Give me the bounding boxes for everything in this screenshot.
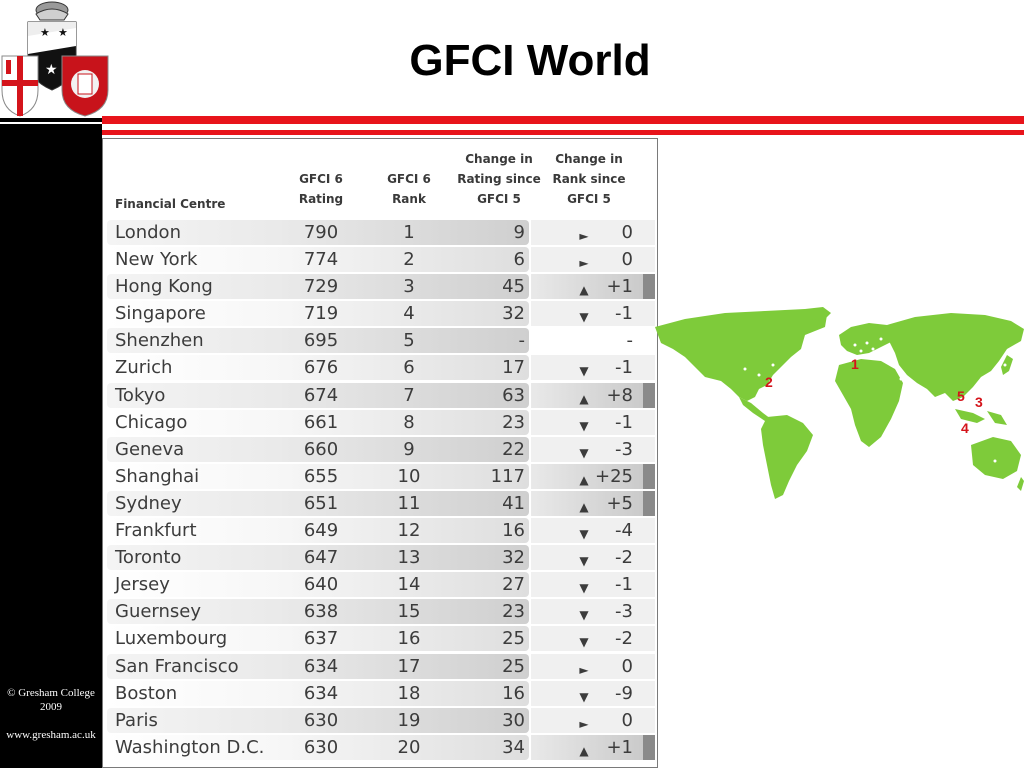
cell-change-rating: 41 [502, 492, 525, 514]
cell-change-rank: -1 [615, 411, 633, 433]
cell-financial-centre: Guernsey [115, 601, 202, 623]
table-row [103, 327, 659, 354]
rank-direction-icon: ▲ [579, 499, 589, 514]
cell-financial-centre: Zurich [115, 357, 173, 379]
table-row [103, 354, 659, 381]
header-financial-centre: Financial Centre [115, 197, 226, 211]
rank-direction-icon: ▼ [579, 310, 589, 325]
gfci-table [102, 138, 658, 768]
svg-text:★: ★ [45, 62, 58, 78]
cell-financial-centre: Geneva [115, 438, 185, 460]
cell-rating: 774 [303, 249, 339, 271]
cell-rating: 661 [303, 411, 339, 433]
rank-direction-icon: ► [579, 716, 589, 731]
world-map [655, 305, 1024, 500]
cell-change-rating: 17 [502, 357, 525, 379]
cell-change-rating: 32 [502, 303, 525, 325]
table-body [103, 219, 659, 761]
cell-change-rank: 0 [621, 249, 633, 271]
cell-financial-centre: Chicago [115, 411, 188, 433]
cell-rank: 3 [403, 276, 415, 298]
cell-rank: 5 [403, 330, 415, 352]
footer-url: www.gresham.ac.uk [6, 729, 96, 741]
cell-change-rank: +5 [606, 492, 633, 514]
cell-change-rank: +25 [595, 465, 633, 487]
table-row [103, 680, 659, 707]
cell-rank: 20 [397, 736, 421, 758]
cell-rating: 660 [303, 438, 339, 460]
rank-direction-icon: ▼ [579, 554, 589, 569]
rank-direction-icon: ► [579, 229, 589, 243]
cell-rating: 630 [303, 736, 339, 758]
header-rank: GFCI 6 Rank [387, 172, 431, 206]
cell-rank: 2 [403, 249, 415, 271]
cell-financial-centre: Singapore [115, 303, 206, 325]
header-divider-red-thin [102, 130, 1024, 135]
map-land [655, 307, 1024, 499]
table-row [103, 382, 659, 409]
cell-financial-centre: Paris [115, 709, 158, 731]
header-change-rank: Change in Rank since GFCI 5 [552, 152, 626, 206]
cell-financial-centre: Jersey [115, 574, 170, 596]
cell-change-rating: 32 [502, 547, 525, 569]
table-row [103, 544, 659, 571]
cell-change-rank: -4 [615, 520, 633, 542]
cell-change-rating: 23 [502, 601, 525, 623]
cell-rank: 16 [397, 628, 421, 650]
cell-change-rank: 0 [621, 709, 633, 731]
cell-rating: 695 [303, 330, 339, 352]
rank-direction-icon: ▼ [579, 527, 589, 542]
cell-change-rank: - [626, 330, 633, 352]
footer [0, 686, 102, 742]
cell-rank: 6 [403, 357, 415, 379]
table-row [103, 490, 659, 517]
cell-change-rank: -1 [615, 574, 633, 596]
rank-direction-icon: ▲ [579, 743, 589, 758]
cell-rank: 17 [397, 655, 421, 677]
footer-copyright: © Gresham College 2009 [7, 687, 95, 713]
cell-financial-centre: San Francisco [115, 655, 239, 677]
svg-text:★: ★ [58, 26, 68, 39]
cell-rating: 676 [303, 357, 339, 379]
rank-direction-icon: ▲ [579, 472, 589, 487]
cell-rating: 630 [303, 709, 339, 731]
rank-direction-icon: ▼ [579, 581, 589, 596]
rank-direction-icon: ► [579, 662, 589, 677]
cell-rank: 18 [397, 682, 421, 704]
cell-change-rank: +8 [606, 384, 633, 406]
cell-rank: 12 [397, 520, 421, 542]
cell-rating: 647 [303, 547, 339, 569]
cell-rating: 719 [303, 303, 339, 325]
cell-financial-centre: Shenzhen [115, 330, 204, 352]
cell-change-rating: 34 [502, 736, 525, 758]
cell-rank: 19 [397, 709, 421, 731]
cell-change-rating: 30 [502, 709, 525, 731]
gresham-college-crest-logo [0, 0, 112, 118]
cell-rating: 651 [303, 492, 339, 514]
rank-direction-icon: ▼ [579, 364, 589, 379]
rank-direction-icon: ▼ [579, 418, 589, 433]
cell-rank: 10 [397, 465, 421, 487]
table-row [103, 273, 659, 300]
table-row [103, 734, 659, 761]
cell-rating: 649 [303, 520, 339, 542]
map-label-5: 5 [957, 388, 965, 404]
header-rating: GFCI 6 Rating [298, 172, 344, 206]
cell-change-rank: -1 [615, 357, 633, 379]
cell-rating: 729 [303, 276, 339, 298]
cell-financial-centre: Luxembourg [115, 628, 228, 650]
cell-financial-centre: Hong Kong [115, 276, 213, 298]
map-label-4: 4 [961, 420, 969, 436]
cell-change-rank: 0 [621, 655, 633, 677]
cell-rating: 790 [303, 222, 339, 243]
left-sidebar [0, 124, 102, 768]
cell-rank: 15 [397, 601, 421, 623]
rank-direction-icon: ► [579, 256, 589, 271]
cell-financial-centre: New York [115, 249, 198, 271]
table-row [103, 517, 659, 544]
cell-rating: 655 [303, 465, 339, 487]
cell-rank: 11 [397, 492, 421, 514]
cell-change-rank: +1 [606, 736, 633, 758]
cell-rank: 1 [403, 222, 415, 243]
cell-rank: 4 [403, 303, 415, 325]
table-row [103, 571, 659, 598]
cell-rank: 9 [403, 438, 415, 460]
rank-direction-icon: ▼ [579, 608, 589, 623]
cell-rating: 640 [303, 574, 339, 596]
cell-change-rank: -2 [615, 547, 633, 569]
cell-rank: 8 [403, 411, 415, 433]
cell-change-rating: 22 [502, 438, 525, 460]
cell-change-rank: -3 [615, 601, 633, 623]
cell-change-rank: -1 [615, 303, 633, 325]
table-row [103, 625, 659, 652]
cell-change-rating: - [518, 330, 525, 352]
cell-rating: 674 [303, 384, 339, 406]
cell-financial-centre: Sydney [115, 492, 182, 514]
cell-change-rating: 27 [502, 574, 525, 596]
header-change-rating: Change in Rating since GFCI 5 [457, 152, 541, 206]
cell-change-rank: -2 [615, 628, 633, 650]
table-row [103, 219, 659, 246]
rank-direction-icon: ▲ [579, 283, 589, 298]
table-row [103, 409, 659, 436]
cell-change-rating: 117 [490, 465, 525, 487]
cell-change-rating: 63 [502, 384, 525, 406]
cell-change-rating: 45 [502, 276, 525, 298]
map-label-2: 2 [765, 374, 773, 390]
cell-rank: 13 [397, 547, 421, 569]
cell-financial-centre: London [115, 222, 181, 243]
cell-change-rank: 0 [621, 222, 633, 243]
table-row [103, 653, 659, 680]
cell-change-rank: +1 [606, 276, 633, 298]
table-row [103, 707, 659, 734]
svg-text:★: ★ [40, 26, 50, 39]
cell-change-rating: 25 [502, 655, 525, 677]
cell-financial-centre: Shanghai [115, 465, 200, 487]
cell-change-rank: -3 [615, 438, 633, 460]
rank-direction-icon: ▼ [579, 635, 589, 650]
header-divider-black [0, 118, 102, 122]
map-label-3: 3 [975, 394, 983, 410]
cell-change-rank: -9 [615, 682, 633, 704]
cell-change-rating: 16 [502, 682, 525, 704]
cell-change-rating: 23 [502, 411, 525, 433]
table-row [103, 436, 659, 463]
rank-direction-icon: ▲ [579, 391, 589, 406]
cell-financial-centre: Boston [115, 682, 178, 704]
table-row [103, 300, 659, 327]
cell-change-rating: 25 [502, 628, 525, 650]
cell-rating: 637 [303, 628, 339, 650]
cell-rating: 634 [303, 682, 339, 704]
cell-rating: 634 [303, 655, 339, 677]
map-label-1: 1 [851, 356, 859, 372]
cell-rating: 638 [303, 601, 339, 623]
cell-financial-centre: Tokyo [115, 384, 166, 406]
rank-direction-icon: ▼ [579, 689, 589, 704]
rank-direction-icon: ▼ [579, 445, 589, 460]
cell-financial-centre: Frankfurt [115, 520, 197, 542]
slide-title: GFCI World [409, 36, 651, 85]
cell-change-rating: 6 [513, 249, 525, 271]
header-divider-red-thick [102, 116, 1024, 124]
cell-financial-centre: Toronto [115, 547, 182, 569]
table-row [103, 463, 659, 490]
table-row [103, 246, 659, 273]
cell-rank: 14 [397, 574, 421, 596]
cell-financial-centre: Washington D.C. [115, 736, 265, 758]
table-row [103, 598, 659, 625]
cell-change-rating: 16 [502, 520, 525, 542]
cell-rank: 7 [403, 384, 415, 406]
cell-change-rating: 9 [513, 222, 525, 243]
table-header [103, 139, 659, 219]
